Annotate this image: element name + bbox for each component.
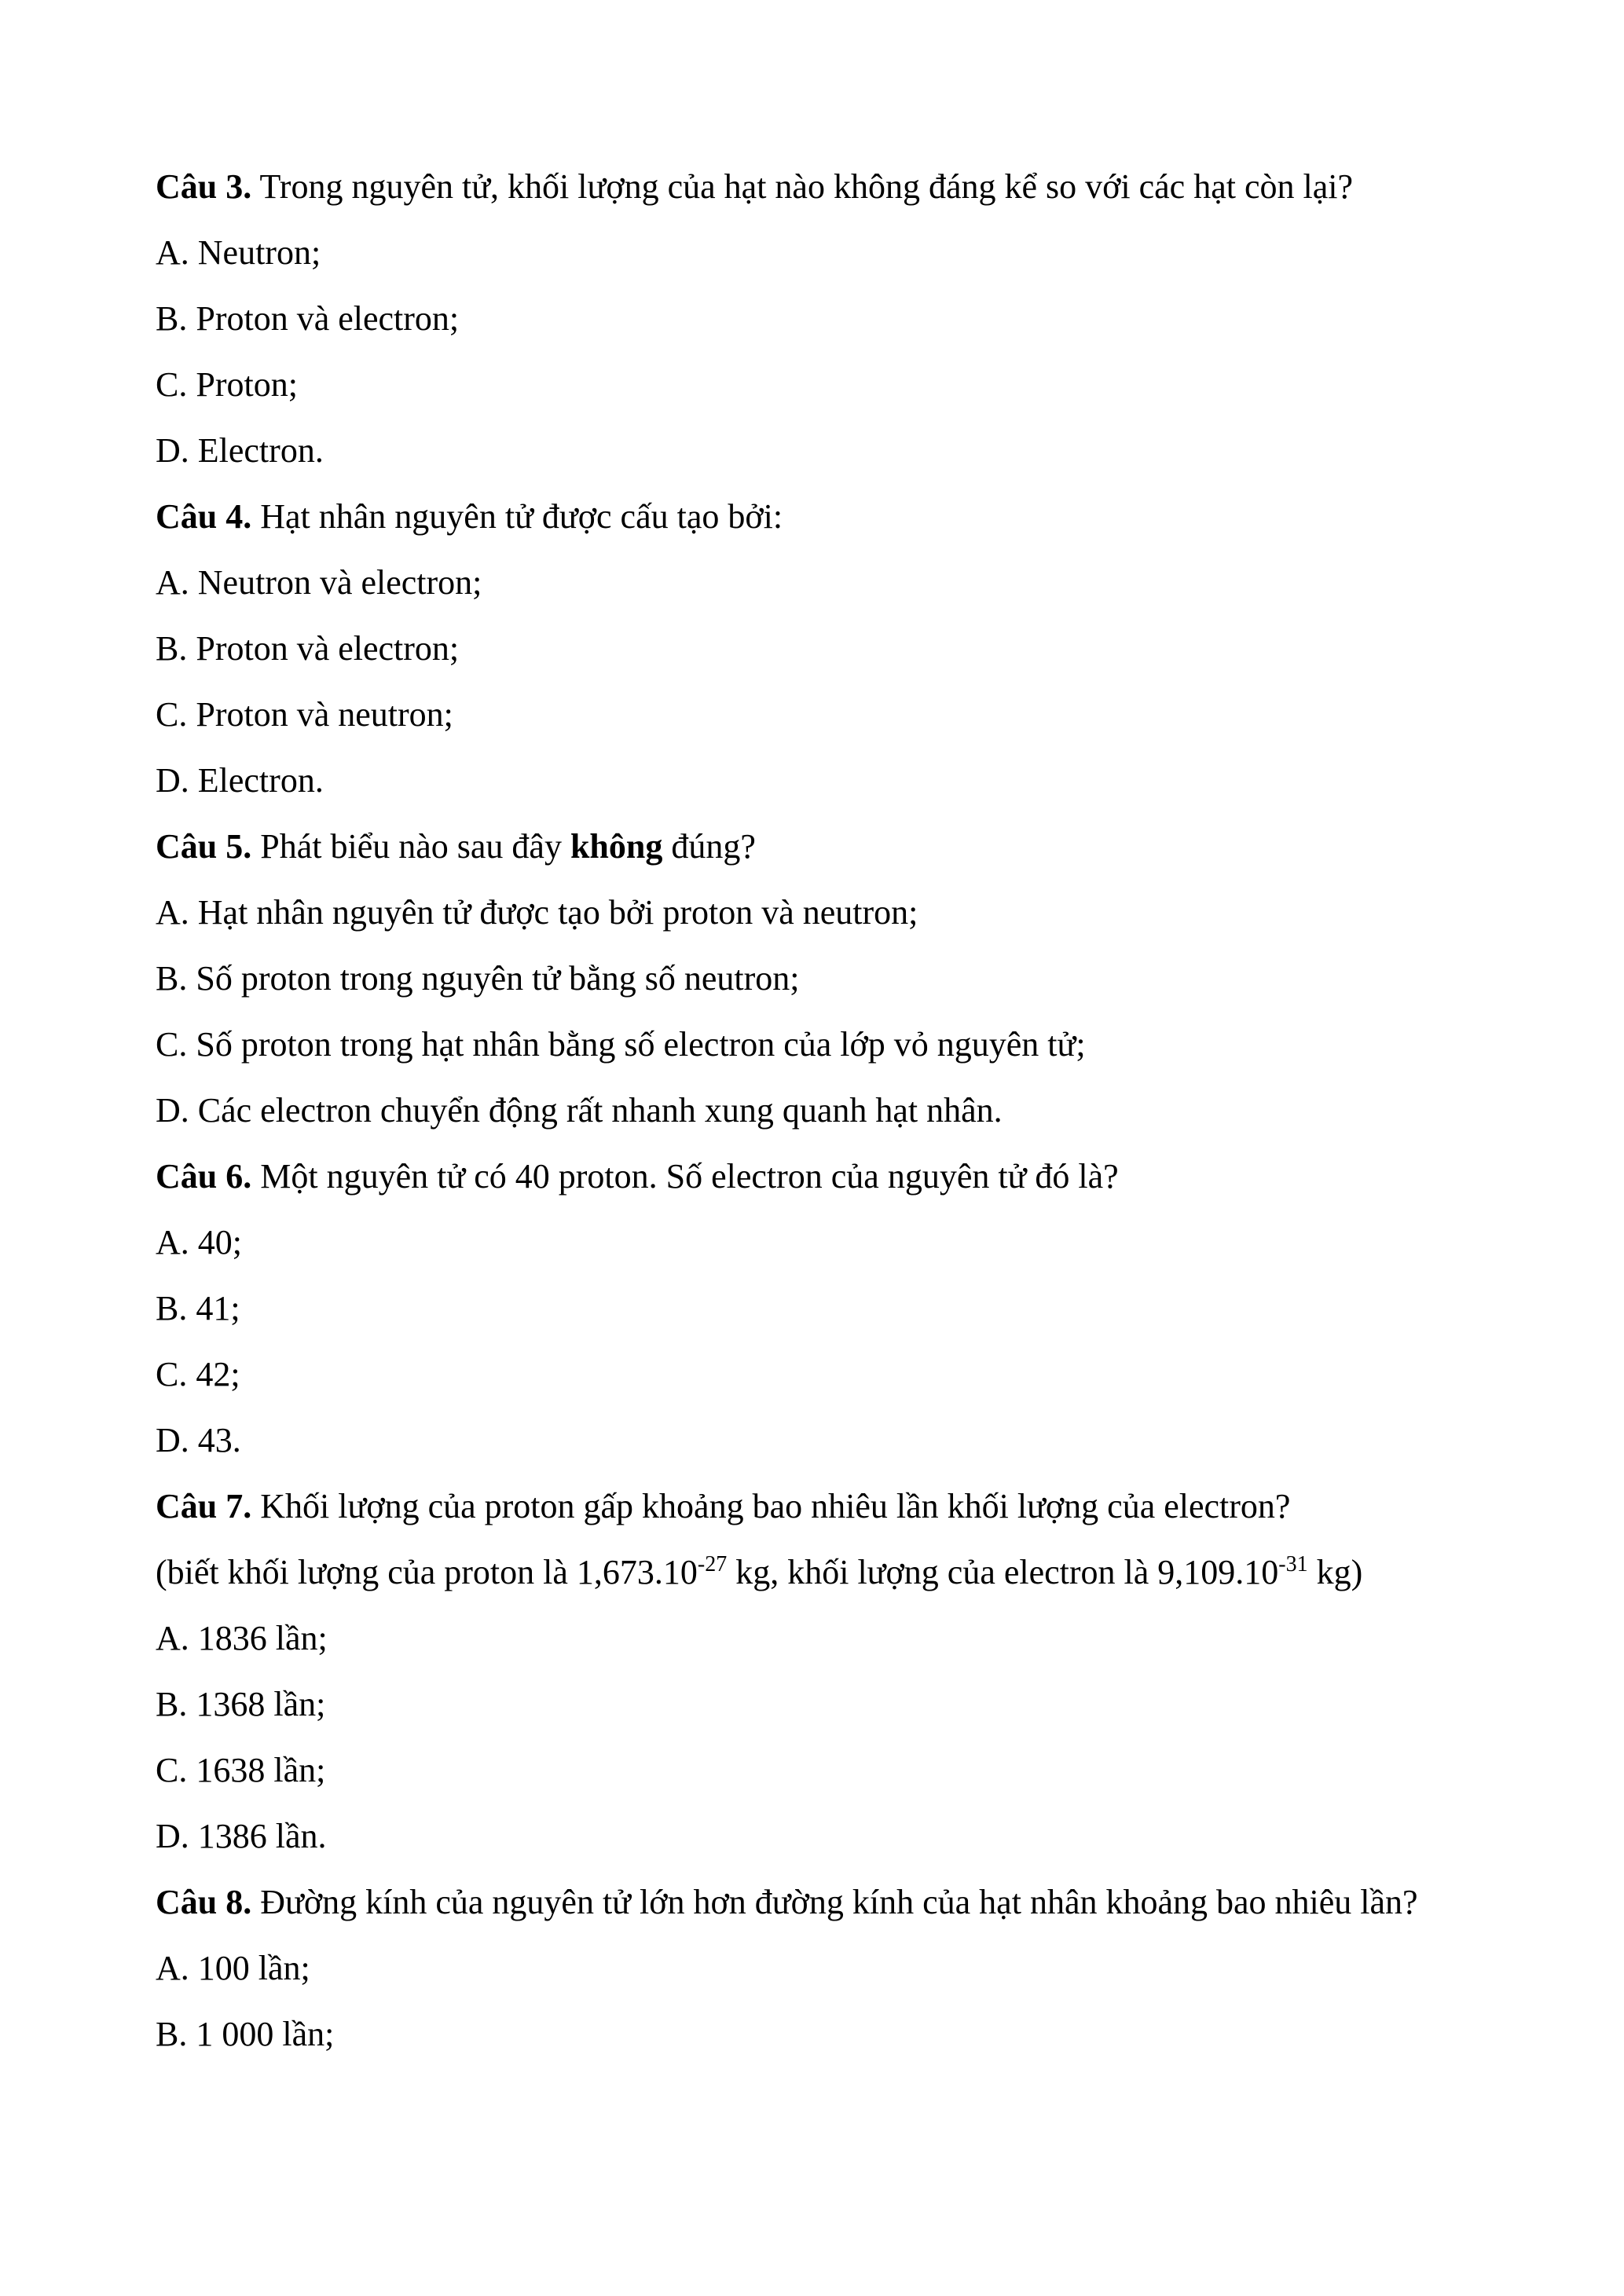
note-exponent-1: -27 — [697, 1552, 728, 1576]
option-a: A. 40; — [156, 1223, 242, 1262]
question-text: Hạt nhân nguyên tử được cấu tạo bởi: — [251, 497, 783, 536]
option-a: A. 1836 lần; — [156, 1619, 328, 1657]
question-3 — [156, 154, 1491, 220]
option-c: C. Proton; — [156, 365, 298, 404]
option-d: D. Electron. — [156, 431, 324, 470]
question-7 — [156, 1474, 1491, 1540]
note-part-3: kg) — [1307, 1553, 1363, 1591]
option-a: A. Hạt nhân nguyên tử được tạo bởi proton và neutron; — [156, 893, 918, 932]
question-8 — [156, 1869, 1491, 1935]
question-number: Câu 6. — [156, 1157, 252, 1196]
option-c: C. 1638 lần; — [156, 1751, 326, 1789]
option-a: A. 100 lần; — [156, 1949, 310, 1987]
option-c: C. Số proton trong hạt nhân bằng số electron của lớp vỏ nguyên tử; — [156, 1025, 1086, 1064]
question-number: Câu 4. — [156, 497, 252, 536]
option-d: D. Các electron chuyển động rất nhanh xung quanh hạt nhân. — [156, 1091, 1003, 1130]
option-b: B. Proton và electron; — [156, 299, 460, 338]
option-c: C. 42; — [156, 1355, 240, 1393]
question-number: Câu 5. — [156, 827, 252, 866]
option-d: D. 43. — [156, 1421, 241, 1459]
question-number: Câu 8. — [156, 1883, 252, 1921]
question-5 — [156, 814, 1491, 880]
option-a: A. Neutron; — [156, 233, 321, 272]
option-d: D. Electron. — [156, 761, 324, 800]
question-text-after: đúng? — [662, 827, 756, 866]
option-d: D. 1386 lần. — [156, 1817, 327, 1855]
note-part-1: (biết khối lượng của proton là 1,673.10 — [156, 1553, 698, 1591]
question-6 — [156, 1144, 1491, 1210]
question-number: Câu 7. — [156, 1487, 252, 1525]
question-text: Đường kính của nguyên tử lớn hơn đường kính của hạt nhân khoảng bao nhiêu lần? — [251, 1883, 1418, 1921]
question-7-note — [156, 1540, 1491, 1606]
option-b: B. Proton và electron; — [156, 629, 460, 668]
option-b: B. 1 000 lần; — [156, 2015, 335, 2053]
document-page — [156, 154, 1491, 2067]
question-text: Trong nguyên tử, khối lượng của hạt nào không đáng kể so với các hạt còn lại? — [251, 167, 1353, 206]
question-text-emphasis: không — [570, 827, 663, 866]
option-b: B. Số proton trong nguyên tử bằng số neutron; — [156, 959, 800, 998]
note-part-2: kg, khối lượng của electron là 9,109.10 — [727, 1553, 1279, 1591]
option-b: B. 1368 lần; — [156, 1685, 326, 1723]
question-number: Câu 3. — [156, 167, 252, 206]
note-exponent-2: -31 — [1278, 1552, 1308, 1576]
option-c: C. Proton và neutron; — [156, 695, 453, 734]
option-b: B. 41; — [156, 1289, 240, 1327]
question-text-before: Phát biểu nào sau đây — [251, 827, 570, 866]
question-4 — [156, 484, 1491, 550]
question-text: Khối lượng của proton gấp khoảng bao nhiêu lần khối lượng của electron? — [251, 1487, 1291, 1525]
question-text: Một nguyên tử có 40 proton. Số electron của nguyên tử đó là? — [251, 1157, 1119, 1196]
option-a: A. Neutron và electron; — [156, 563, 482, 602]
